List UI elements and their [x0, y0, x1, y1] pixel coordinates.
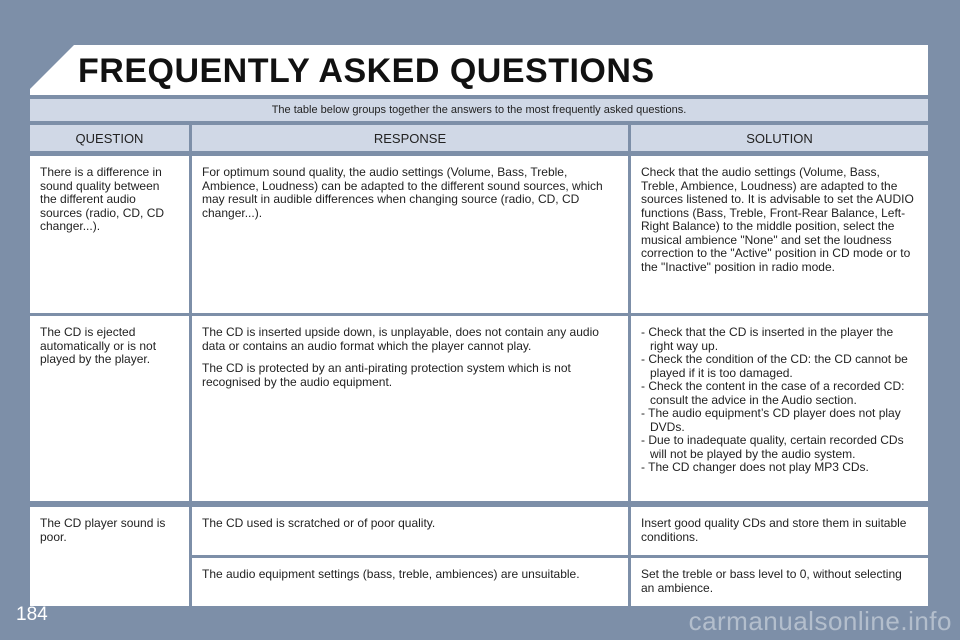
solution-list [641, 326, 918, 475]
response-paragraph: The CD is protected by an anti-pirating protection system which is not recognised by the audio equipment. [202, 361, 571, 389]
row-3a-solution [631, 507, 928, 555]
row-2-response [192, 316, 628, 501]
page-number: 184 [16, 604, 48, 625]
question-text: The CD is ejected automatically or is not played by the player. [40, 325, 157, 366]
solution-item: - Due to inadequate quality, certain recorded CDs will not be played by the audio system. [641, 433, 904, 461]
intro-text: The table below groups together the answers to the most frequently asked questions. [30, 99, 928, 121]
watermark: carmanualsonline.info [688, 606, 952, 636]
column-header-response: RESPONSE [192, 125, 628, 151]
solution-item: - The audio equipment’s CD player does not play DVDs. [641, 406, 901, 434]
row-2-question [30, 316, 189, 501]
solution-item: - Check that the CD is inserted in the player the right way up. [641, 325, 894, 353]
row-1-solution [631, 156, 928, 313]
solution-text: Check that the audio settings (Volume, Bass, Treble, Ambience, Loudness) are adapted to the sources listened to. It is advisable to set the AUDIO functions (Bass, Treble, Front-Rear Balance, Left-Right Balance) to the middle position, select the musical ambience "None" and set the loudness correction to the "Active" position in CD mode or to the "Inactive" position in radio mode. [641, 165, 914, 274]
row-1-question [30, 156, 189, 313]
solution-item: - Check the condition of the CD: the CD cannot be played if it is too damaged. [641, 352, 908, 380]
row-2-solution [631, 316, 928, 501]
solution-item: - The CD changer does not play MP3 CDs. [641, 460, 869, 474]
solution-item: - Check the content in the case of a recorded CD: consult the advice in the Audio section. [641, 379, 905, 407]
row-1-response [192, 156, 628, 313]
response-text: The CD used is scratched or of poor quality. [202, 516, 436, 530]
row-3b-solution [631, 558, 928, 606]
question-text: There is a difference in sound quality between the different audio sources (radio, CD, CD changer...). [40, 165, 165, 233]
solution-text: Set the treble or bass level to 0, without selecting an ambience. [641, 567, 902, 595]
solution-text: Insert good quality CDs and store them in suitable conditions. [641, 516, 907, 544]
column-header-solution: SOLUTION [631, 125, 928, 151]
row-3a-response [192, 507, 628, 555]
response-paragraph: The CD is inserted upside down, is unplayable, does not contain any audio data or contains an audio format which the player cannot play. [202, 325, 599, 353]
row-3-question [30, 507, 189, 606]
column-header-question: QUESTION [30, 125, 189, 151]
question-text: The CD player sound is poor. [40, 516, 166, 544]
response-text: The audio equipment settings (bass, treble, ambiences) are unsuitable. [202, 567, 580, 581]
response-paragraph: For optimum sound quality, the audio settings (Volume, Bass, Treble, Ambience, Loudness) can be adapted to the different sound sources, which may result in audible differences when changing source (radio, CD, CD changer...). [202, 165, 603, 220]
page-title: FREQUENTLY ASKED QUESTIONS [78, 52, 655, 90]
row-3b-response [192, 558, 628, 606]
